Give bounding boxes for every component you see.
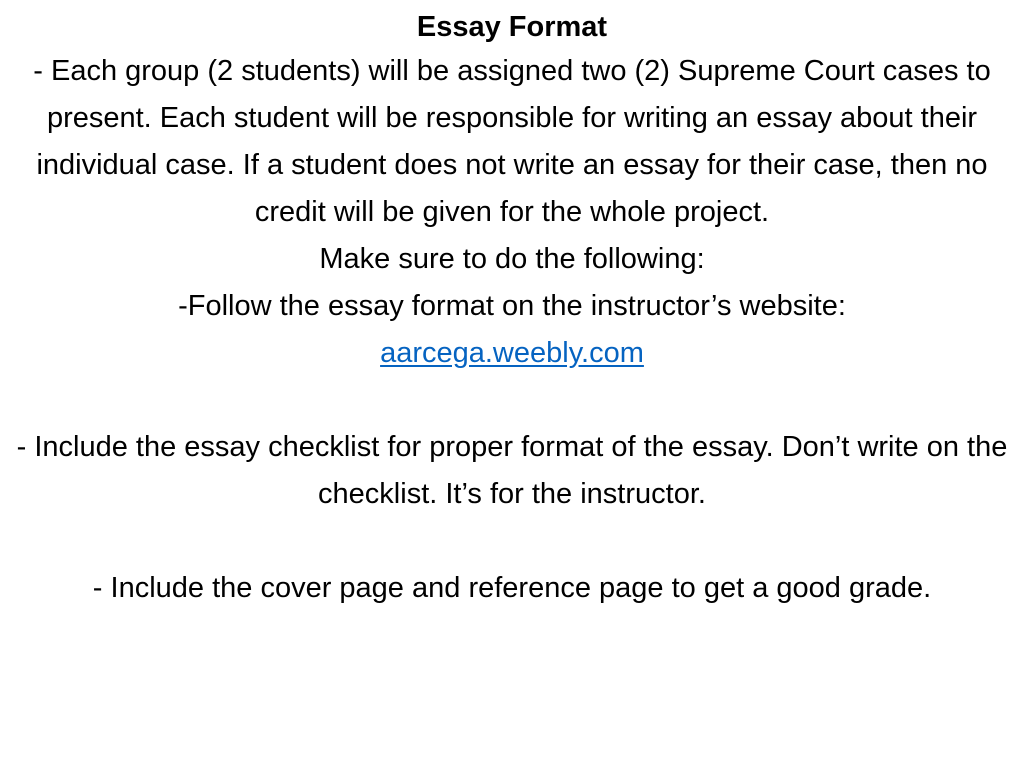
slide-title: Essay Format — [416, 11, 608, 43]
website-link-line — [10, 330, 1014, 377]
essay-format-instruction: -Follow the essay format on the instructor’s website: — [178, 290, 846, 322]
group-assignment-paragraph: - Each group (2 students) will be assigned two (2) Supreme Court cases to present. Each student will be responsible for writing an essay about their individual case. If a student does not write an essay for their case, then no credit will be given for the whole project. — [33, 55, 991, 228]
instructor-website-link[interactable]: aarcega.weebly.com — [380, 337, 644, 369]
instructions-heading: Make sure to do the following: — [319, 243, 705, 275]
checklist-instruction: - Include the essay checklist for proper format of the essay. Don’t write on the checklist. It’s for the instructor. — [16, 431, 1008, 510]
cover-page-instruction: - Include the cover page and reference page to get a good grade. — [92, 572, 932, 604]
spacer — [10, 518, 1014, 565]
spacer — [10, 377, 1014, 424]
